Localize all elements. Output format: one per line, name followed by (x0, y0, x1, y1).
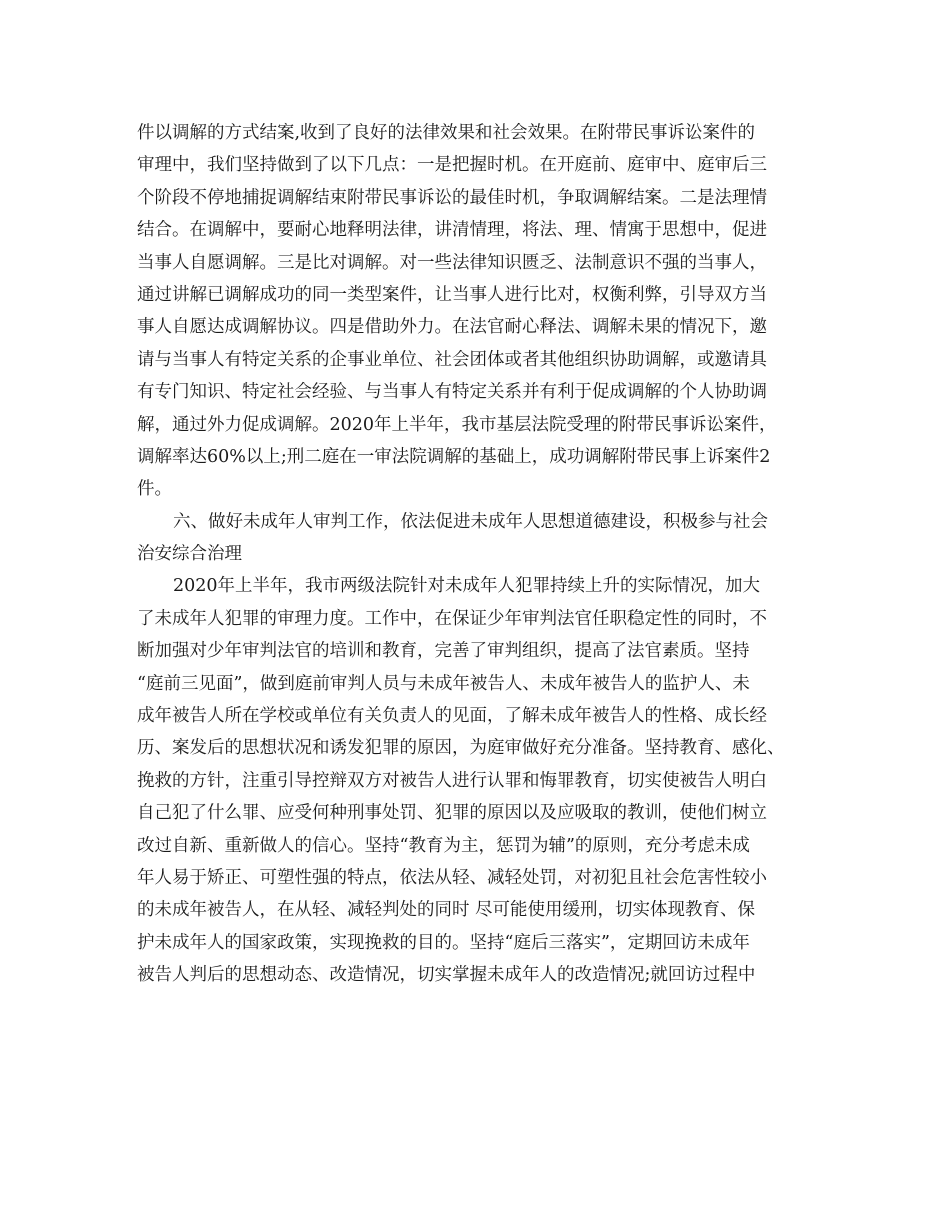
text-line: 件以调解的方式结案,收到了良好的法律效果和社会效果。在附带民事诉讼案件的 (137, 123, 756, 143)
text-line: 断加强对少年审判法官的培训和教育，完善了审判组织，提高了法官素质。坚持 (137, 641, 750, 662)
text-line: 2020年上半年，我市两级法院针对未成年人犯罪持续上升的实际情况，加大 (173, 576, 761, 597)
text-line: 结合。在调解中，要耐心地释明法律，讲清情理，将法、理、情寓于思想中，促进 (137, 220, 767, 241)
text-line: 护未成年人的国家政策，实现挽救的目的。坚持“庭后三落实”，定期回访未成年 (137, 932, 750, 953)
text-line: 自己犯了什么罪、应受何种刑事处罚、犯罪的原因以及应吸取的教训，使他们树立 (137, 803, 767, 824)
text-line: 当事人自愿调解。三是比对调解。对一些法律知识匮乏、法制意识不强的当事人， (137, 252, 767, 273)
text-line: 改过自新、重新做人的信心。坚持“教育为主，惩罚为辅”的原则，充分考虑未成 (137, 835, 750, 856)
text-line: 的未成年被告人，在从轻、减轻判处的同时 尽可能使用缓刑，切实体现教育、保 (137, 900, 756, 921)
text-line: 挽救的方针，注重引导控辩双方对被告人进行认罪和悔罪教育，切实使被告人明白 (137, 770, 767, 791)
text-line: 解，通过外力促成调解。2020年上半年，我市基层法院受理的附带民事诉讼案件， (137, 414, 777, 435)
text-line: 个阶段不停地捕捉调解结束附带民事诉讼的最佳时机，争取调解结案。二是法理情 (137, 187, 767, 208)
document-body-text (137, 117, 827, 992)
text-line: 历、案发后的思想状况和诱发犯罪的原因，为庭审做好充分准备。坚持教育、感化、 (137, 738, 785, 759)
text-line: 请与当事人有特定关系的企事业单位、社会团体或者其他组织协助调解，或邀请具 (137, 349, 767, 370)
text-line: 六、做好未成年人审判工作，依法促进未成年人思想道德建设，积极参与社会 (173, 511, 768, 532)
text-line: 治安综合治理 (137, 544, 242, 565)
text-line: 审理中，我们坚持做到了以下几点：一是把握时机。在开庭前、庭审中、庭审后三 (137, 155, 767, 176)
text-line: 被告人判后的思想动态、改造情况，切实掌握未成年人的改造情况;就回访过程中 (137, 965, 756, 986)
text-line: 有专门知识、特定社会经验、与当事人有特定关系并有利于促成调解的个人协助调 (137, 382, 767, 403)
text-line: 事人自愿达成调解协议。四是借助外力。在法官耐心释法、调解未果的情况下，邀 (137, 317, 767, 338)
text-line: 调解率达60%以上;刑二庭在一审法院调解的基础上，成功调解附带民事上诉案件2 (137, 446, 771, 467)
text-line: 成年被告人所在学校或单位有关负责人的见面，了解未成年被告人的性格、成长经 (137, 706, 767, 727)
text-line: 年人易于矫正、可塑性强的特点，依法从轻、减轻处罚，对初犯且社会危害性较小 (137, 867, 767, 888)
text-line: 通过讲解已调解成功的同一类型案件，让当事人进行比对，权衡利弊，引导双方当 (137, 284, 767, 305)
text-line: “庭前三见面”，做到庭前审判人员与未成年被告人、未成年被告人的监护人、未 (137, 673, 750, 694)
text-line: 了未成年人犯罪的审理力度。工作中，在保证少年审判法官任职稳定性的同时，不 (137, 608, 767, 629)
text-line: 件。 (137, 479, 172, 500)
